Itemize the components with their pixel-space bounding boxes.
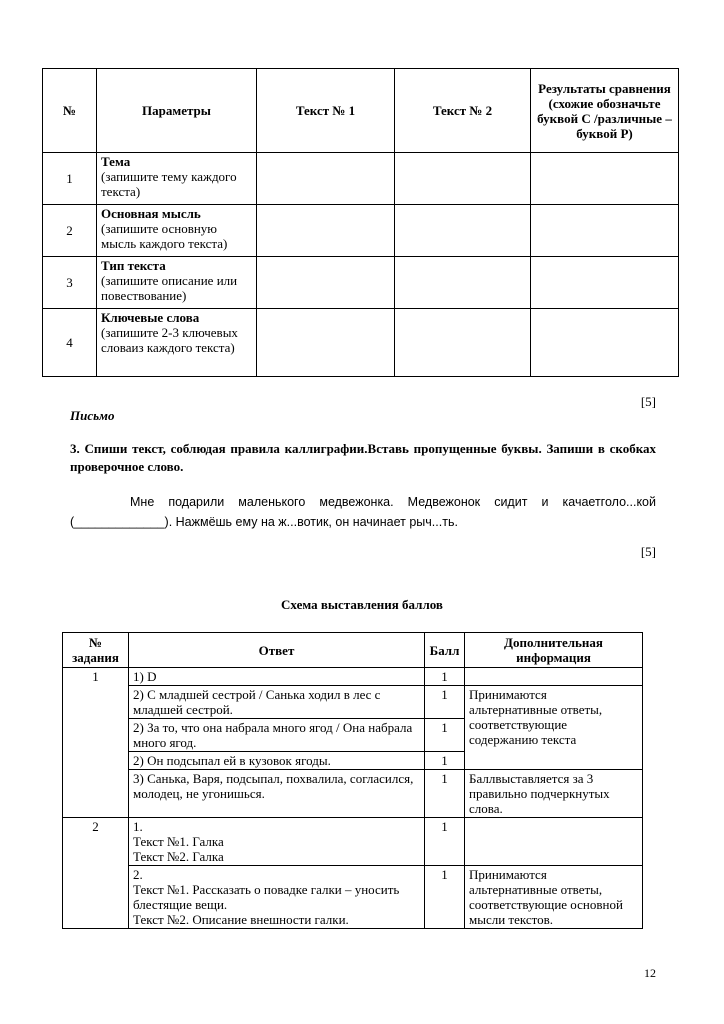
header-task-number: № задания: [63, 633, 129, 668]
answer-cell: 2) Он подсыпал ей в кузовок ягоды.: [129, 752, 425, 770]
parameter-name: Ключевые слова: [101, 310, 200, 325]
task3-instruction: 3. Спиши текст, соблюдая правила каллиграфии.Вставь пропущенные буквы. Запиши в скобках проверочное слово.: [70, 441, 656, 474]
scoring-table-header-row: [63, 633, 643, 668]
table-row: [43, 309, 679, 377]
scheme-title: Схема выставления баллов: [281, 597, 443, 612]
result-cell[interactable]: [531, 309, 679, 377]
answer-line: Текст №2. Описание внешности галки.: [133, 912, 349, 927]
parameter-cell: [97, 205, 257, 257]
page-number: 12: [644, 966, 656, 980]
task-number: 1: [63, 668, 129, 818]
header-text2: Текст № 2: [395, 69, 531, 153]
answer-cell: [129, 818, 425, 866]
score-marker: [5]: [640, 544, 656, 559]
score-cell: 1: [425, 719, 465, 752]
parameter-name: Основная мысль: [101, 206, 201, 221]
answer-cell: 3) Санька, Варя, подсыпал, похвалила, согласился, молодец, не угонишься.: [129, 770, 425, 818]
info-cell: [465, 668, 643, 686]
parameter-cell: [97, 153, 257, 205]
answer-cell: [129, 866, 425, 929]
table-row: [43, 153, 679, 205]
info-cell: Принимаются альтернативные ответы, соответствующие содержанию текста: [465, 686, 643, 770]
parameter-hint: (запишите 2-3 ключевых словаиз каждого текста): [101, 325, 238, 355]
answer-cell: 2) За то, что она набрала много ягод / Она набрала много ягод.: [129, 719, 425, 752]
answer-cell: 2) С младшей сестрой / Санька ходил в лес с младшей сестрой.: [129, 686, 425, 719]
task-number: 2: [63, 818, 129, 929]
text1-cell[interactable]: [257, 153, 395, 205]
parameter-cell: [97, 257, 257, 309]
score-cell: 1: [425, 668, 465, 686]
row-number: 1: [43, 153, 97, 205]
text1-cell[interactable]: [257, 309, 395, 377]
header-parameters: Параметры: [97, 69, 257, 153]
info-cell: [465, 818, 643, 866]
table-row: [43, 257, 679, 309]
header-text1: Текст № 1: [257, 69, 395, 153]
comparison-table: [42, 68, 679, 377]
header-answer: Ответ: [129, 633, 425, 668]
scoring-table: [62, 632, 643, 929]
answer-line: Текст №1. Галка: [133, 834, 224, 849]
score-cell: 1: [425, 686, 465, 719]
score-cell: 1: [425, 770, 465, 818]
text2-cell[interactable]: [395, 153, 531, 205]
parameter-hint: (запишите описание или повествование): [101, 273, 238, 303]
text2-cell[interactable]: [395, 205, 531, 257]
score-cell: 1: [425, 866, 465, 929]
info-cell: Баллвыставляется за 3 правильно подчеркнутых слова.: [465, 770, 643, 818]
result-cell[interactable]: [531, 153, 679, 205]
text2-cell[interactable]: [395, 309, 531, 377]
result-cell[interactable]: [531, 205, 679, 257]
text2-cell[interactable]: [395, 257, 531, 309]
answer-line: 1.: [133, 819, 143, 834]
score-cell: 1: [425, 752, 465, 770]
header-extra-info: Дополнительная информация: [465, 633, 643, 668]
parameter-hint: (запишите основную мысль каждого текста): [101, 221, 228, 251]
table-row: [63, 686, 643, 719]
header-results: Результаты сравнения (схожие обозначьте буквой С /различные – буквой Р): [531, 69, 679, 153]
table-row: [63, 866, 643, 929]
table-row: [63, 668, 643, 686]
table-row: [63, 818, 643, 866]
task3-text: Мне подарили маленького медвежонка. Медвежонок сидит и качаетголо...кой (_____________). Нажмёшь ему на ж...вотик, он начинает рыч...ть.: [70, 495, 656, 529]
parameter-cell: [97, 309, 257, 377]
text1-cell[interactable]: [257, 205, 395, 257]
answer-line: Текст №1. Рассказать о повадке галки – уносить блестящие вещи.: [133, 882, 400, 912]
comparison-table-header-row: [43, 69, 679, 153]
table-row: [43, 205, 679, 257]
parameter-name: Тема: [101, 154, 131, 169]
parameter-hint: (запишите тему каждого текста): [101, 169, 237, 199]
table-row: [63, 770, 643, 818]
header-score: Балл: [425, 633, 465, 668]
info-cell: Принимаются альтернативные ответы, соответствующие основной мысли текстов.: [465, 866, 643, 929]
header-number: №: [43, 69, 97, 153]
score-cell: 1: [425, 818, 465, 866]
result-cell[interactable]: [531, 257, 679, 309]
row-number: 4: [43, 309, 97, 377]
parameter-name: Тип текста: [101, 258, 166, 273]
answer-line: Текст №2. Галка: [133, 849, 224, 864]
section-heading: Письмо: [70, 408, 115, 423]
answer-line: 2.: [133, 867, 143, 882]
text1-cell[interactable]: [257, 257, 395, 309]
answer-cell: 1) D: [129, 668, 425, 686]
row-number: 2: [43, 205, 97, 257]
score-marker: [5]: [640, 394, 656, 409]
row-number: 3: [43, 257, 97, 309]
